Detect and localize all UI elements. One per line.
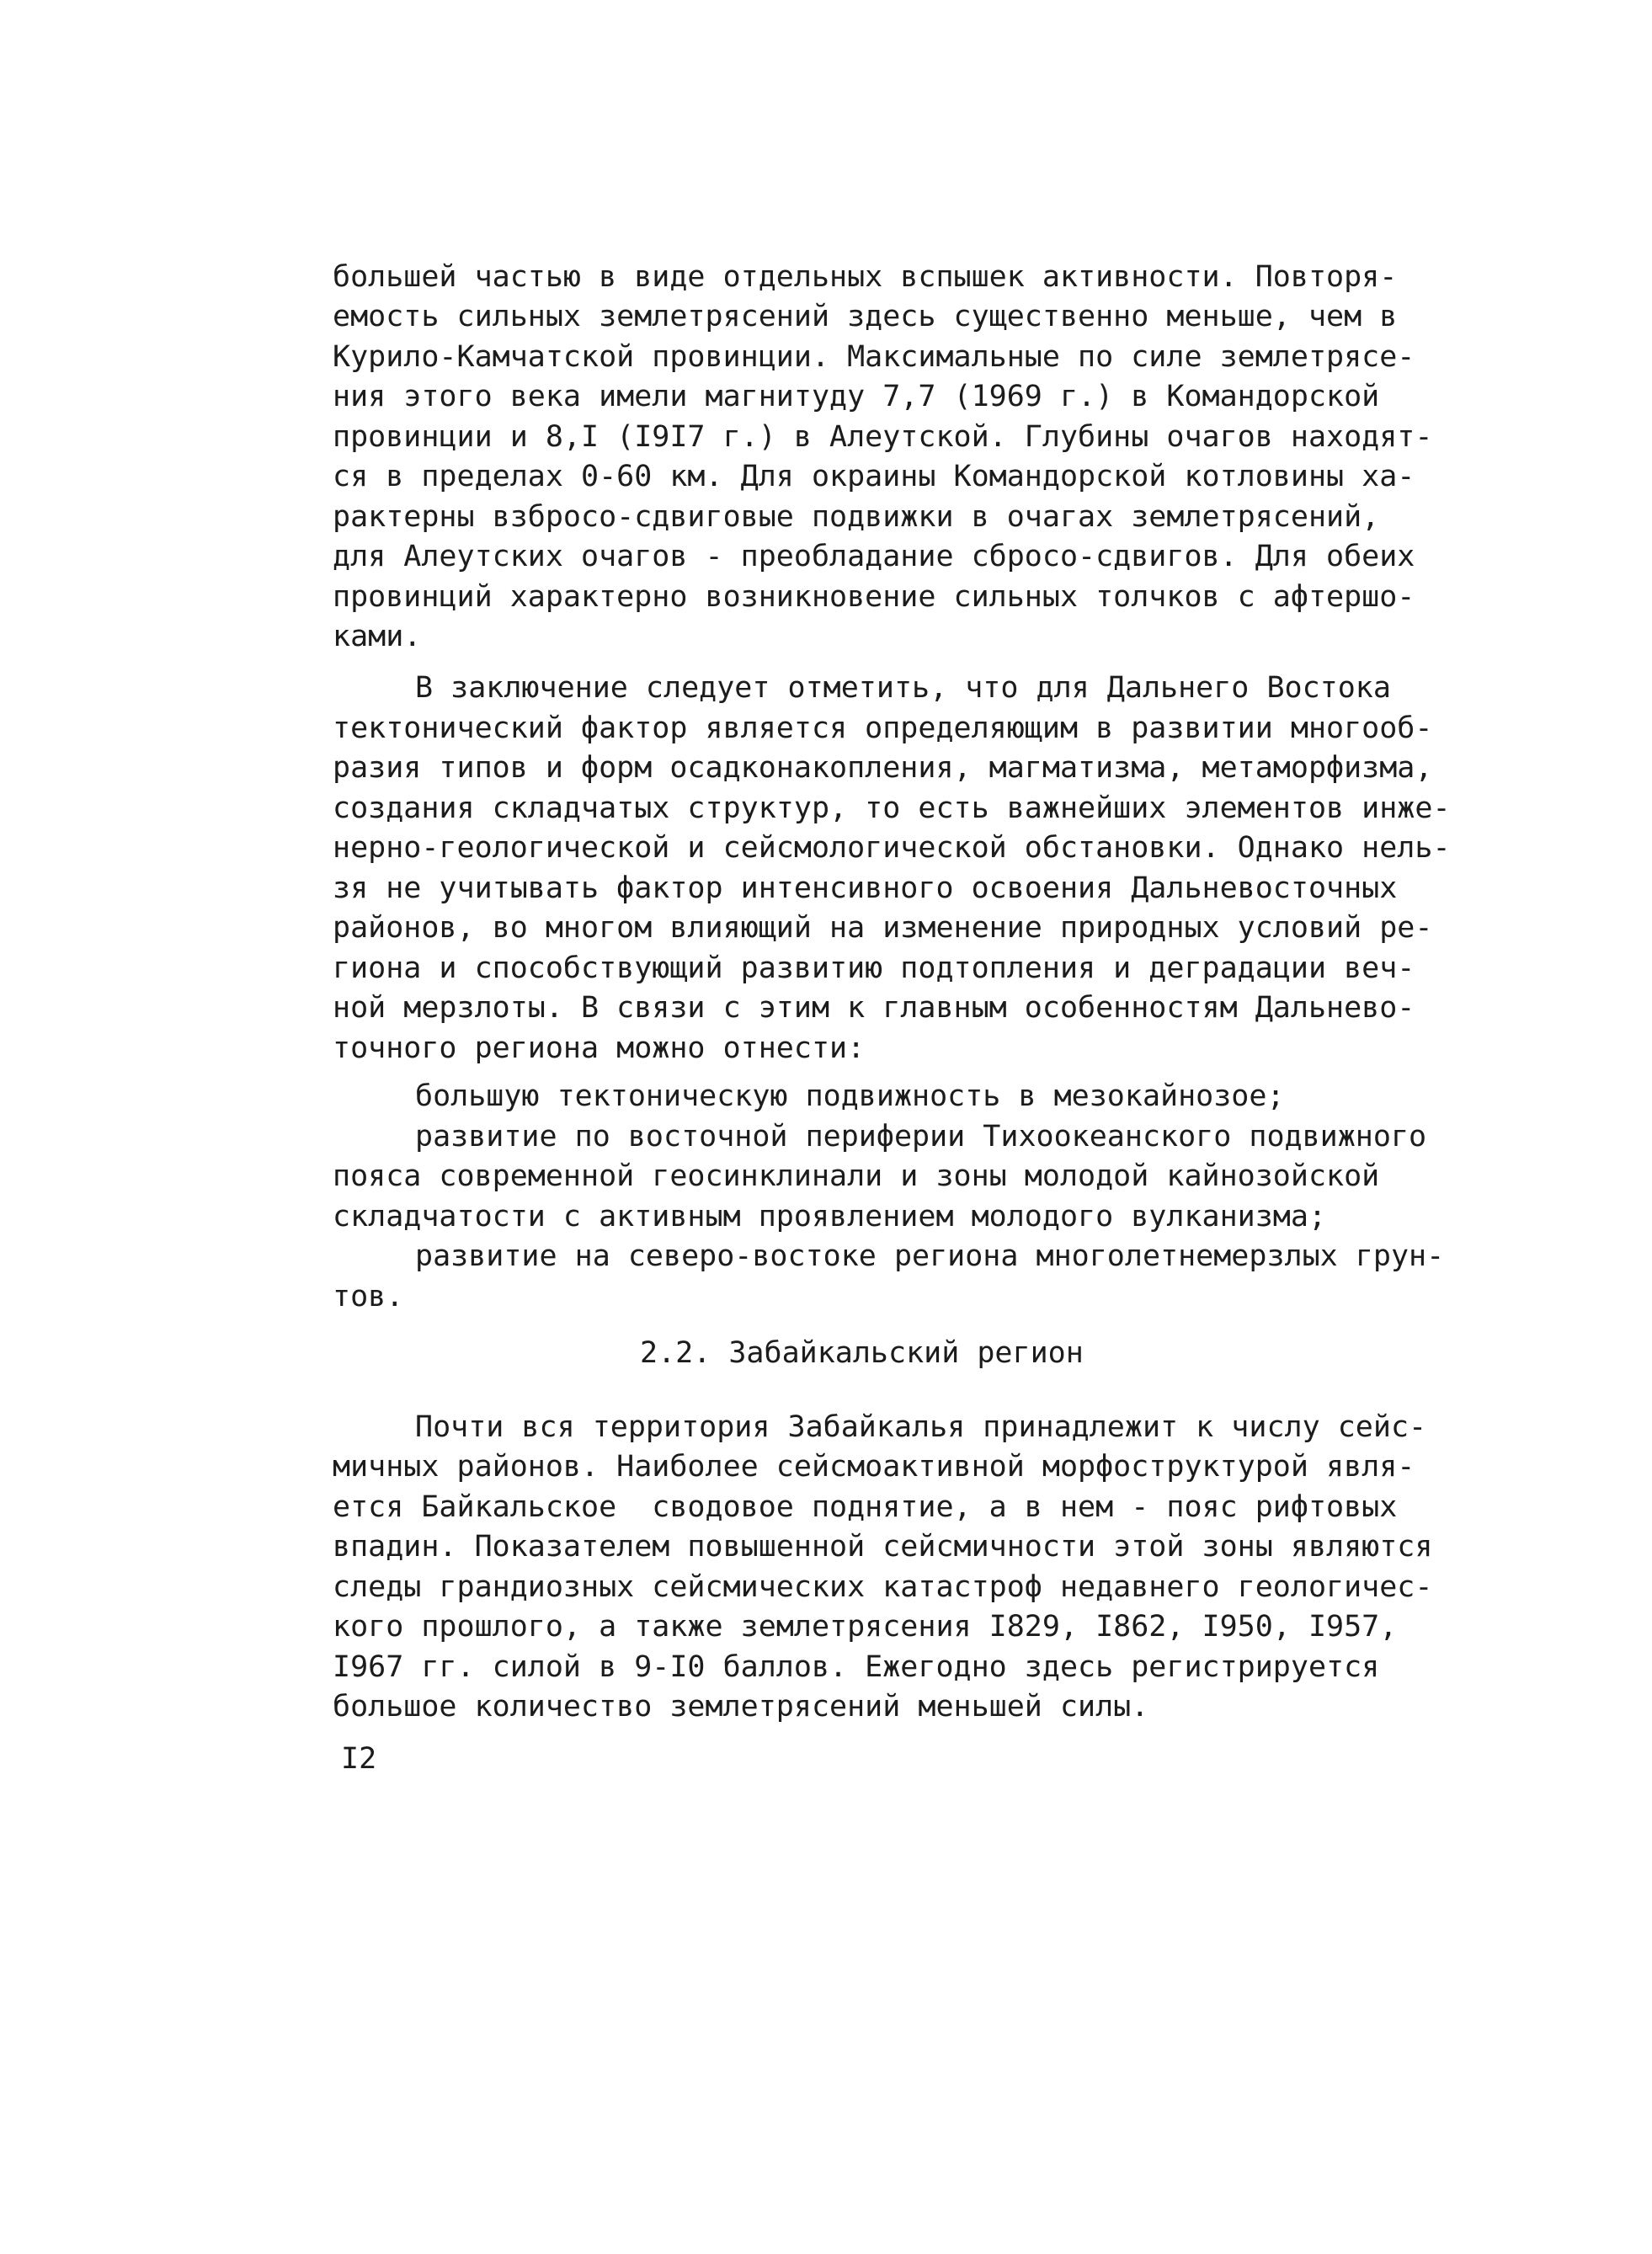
list-item: развитие на северо-востоке региона многолетнемерзлых грун-: [415, 1239, 1445, 1273]
text-line: ся в пределах 0-60 км. Для окраины Командорской котловины ха-: [333, 460, 1415, 493]
text-line: большей частью в виде отдельных вспышек активности. Повторя-: [333, 260, 1398, 294]
text-line: I967 гг. силой в 9-I0 баллов. Ежегодно здесь регистрируется: [333, 1650, 1380, 1684]
text-line: емость сильных землетрясений здесь существенно меньше, чем в: [333, 300, 1398, 333]
text-line: гиона и способствующий развитию подтопления и деградации веч-: [333, 951, 1415, 985]
text-line: рактерны взбросо-сдвиговые подвижки в очагах землетрясений,: [333, 500, 1380, 534]
list-item-continuation: пояса современной геосинклинали и зоны молодой кайнозойской: [333, 1159, 1380, 1193]
text-line: следы грандиозных сейсмических катастроф недавнего геологичес-: [333, 1570, 1433, 1604]
text-line: ния этого века имели магнитуду 7,7 (1969 г.) в Командорской: [333, 380, 1380, 413]
text-line: большое количество землетрясений меньшей силы.: [333, 1690, 1149, 1724]
text-line: тектонический фактор является определяющим в развитии многооб-: [333, 711, 1433, 745]
section-heading: 2.2. Забайкальский регион: [640, 1336, 1084, 1370]
text-line: ется Байкальское сводовое поднятие, а в нем - пояс рифтовых: [333, 1490, 1398, 1524]
page-number: I2: [341, 1742, 377, 1776]
text-line: Курило-Камчатской провинции. Максимальные по силе землетрясе-: [333, 340, 1415, 374]
text-line: ной мерзлоты. В связи с этим к главным особенностям Дальнево-: [333, 991, 1415, 1025]
list-item-continuation: тов.: [333, 1280, 404, 1314]
text-line: точного региона можно отнести:: [333, 1031, 866, 1065]
text-line: зя не учитывать фактор интенсивного освоения Дальневосточных: [333, 871, 1398, 905]
list-item: большую тектоническую подвижность в мезокайнозое;: [415, 1079, 1285, 1113]
text-line: провинций характерно возникновение сильных толчков с афтершо-: [333, 580, 1415, 614]
text-line: для Алеутских очагов - преобладание сбросо-сдвигов. Для обеих: [333, 540, 1415, 573]
text-line: разия типов и форм осадконакопления, магматизма, метаморфизма,: [333, 751, 1433, 785]
text-line: мичных районов. Наиболее сейсмоактивной морфоструктурой явля-: [333, 1450, 1415, 1484]
text-line: ками.: [333, 620, 422, 653]
text-line: провинции и 8,I (I9I7 г.) в Алеутской. Глубины очагов находят-: [333, 420, 1433, 454]
text-line: впадин. Показателем повышенной сейсмичности этой зоны являются: [333, 1530, 1433, 1564]
text-line: районов, во многом влияющий на изменение природных условий ре-: [333, 911, 1433, 945]
text-line: кого прошлого, а также землетрясения I829, I862, I950, I957,: [333, 1610, 1398, 1644]
text-line: нерно-геологической и сейсмологической обстановки. Однако нель-: [333, 831, 1451, 865]
list-item-continuation: складчатости с активным проявлением молодого вулканизма;: [333, 1200, 1327, 1234]
text-line: создания складчатых структур, то есть важнейших элементов инже-: [333, 791, 1451, 825]
list-item: развитие по восточной периферии Тихоокеанского подвижного: [415, 1120, 1427, 1154]
text-line: Почти вся территория Забайкалья принадлежит к числу сейс-: [415, 1410, 1427, 1444]
text-line: В заключение следует отметить, что для Дальнего Востока: [415, 671, 1391, 705]
